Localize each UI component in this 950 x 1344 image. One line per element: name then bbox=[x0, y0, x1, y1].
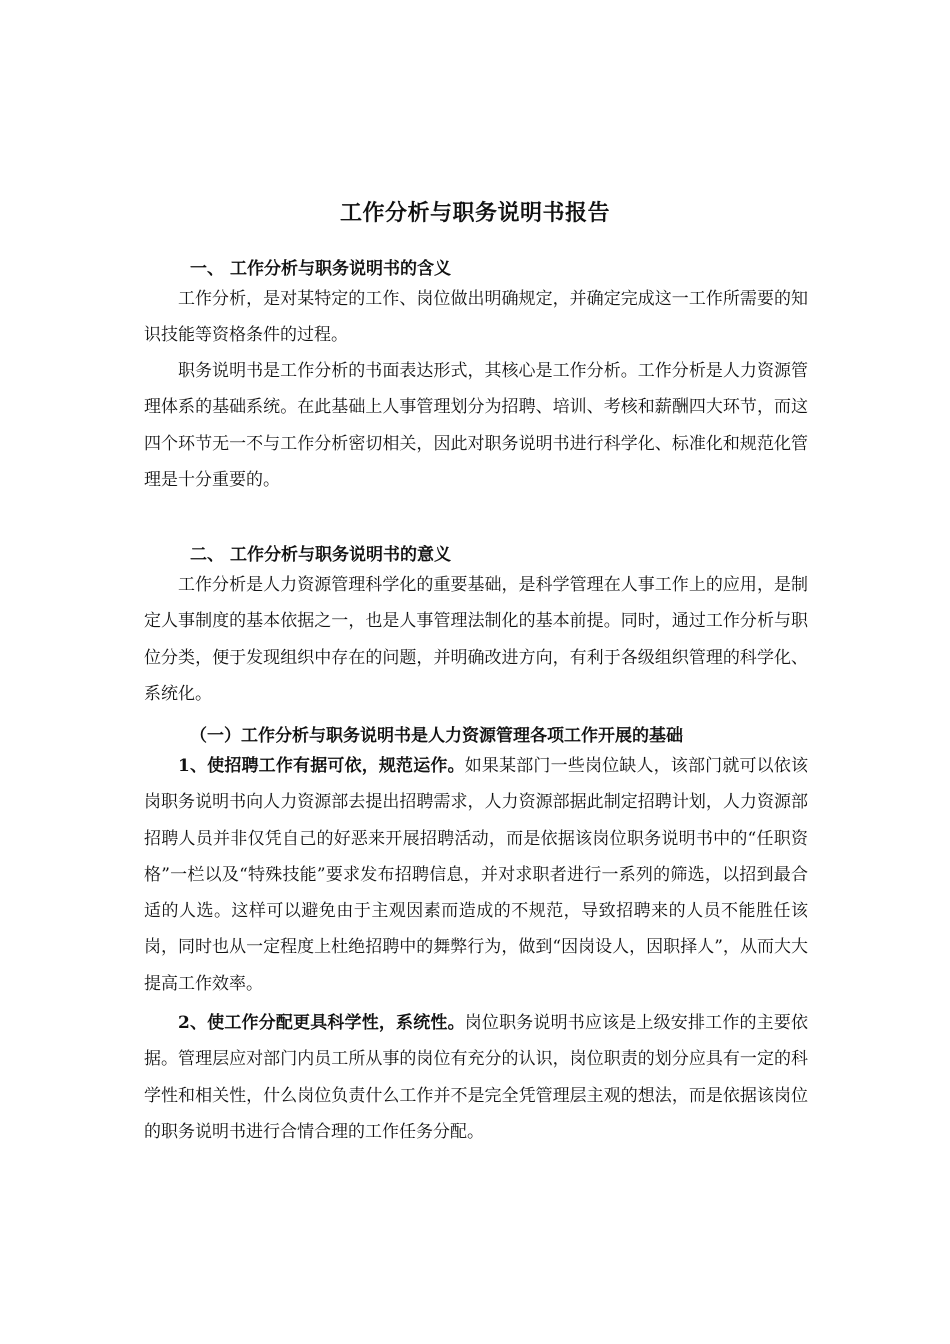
item-2-lead: 2、使工作分配更具科学性，系统性。 bbox=[178, 1013, 465, 1033]
section-2-paragraph-1: 工作分析是人力资源管理科学化的重要基础，是科学管理在人事工作上的应用，是制定人事制度的基本依据之一，也是人事管理法制化的基本前提。同时，通过工作分析与职位分类，便于发现组织中存在的问题，并明确改进方向，有利于各级组织管理的科学化、系统化。 bbox=[144, 575, 808, 704]
section-2-number: 二、 bbox=[190, 545, 224, 565]
section-1-number: 一、 bbox=[190, 259, 224, 279]
document-title: 工作分析与职务说明书报告 bbox=[339, 200, 610, 226]
section-1-heading bbox=[190, 254, 451, 279]
item-1-paragraph bbox=[144, 748, 808, 1002]
item-1-lead: 1、使招聘工作有据可依，规范运作。 bbox=[178, 756, 465, 776]
section-2-title: 工作分析与职务说明书的意义 bbox=[230, 545, 451, 565]
section-1-paragraph-1: 工作分析，是对某特定的工作、岗位做出明确规定，并确定完成这一工作所需要的知识技能等资格条件的过程。 bbox=[144, 289, 808, 346]
section-2-heading bbox=[190, 540, 451, 565]
section-1-title: 工作分析与职务说明书的含义 bbox=[230, 259, 451, 279]
subsection-heading: （一）工作分析与职务说明书是人力资源管理各项工作开展的基础 bbox=[190, 726, 683, 746]
item-2-text: 岗位职务说明书应该是上级安排工作的主要依据。管理层应对部门内员工所从事的岗位有充分的认识，岗位职责的划分应具有一定的科学性和相关性，什么岗位负责什么工作并不是完全凭管理层主观的想法，而是依据该岗位的职务说明书进行合情合理的工作任务分配。 bbox=[144, 1013, 809, 1142]
item-1-text: 如果某部门一些岗位缺人，该部门就可以依该岗职务说明书向人力资源部去提出招聘需求，人力资源部据此制定招聘计划，人力资源部招聘人员并非仅凭自己的好恶来开展招聘活动，而是依据该岗位职务说明书中的“任职资格”一栏以及“特殊技能”要求发布招聘信息，并对求职者进行一系列的筛选，以招到最合适的人选。这样可以避免由于主观因素而造成的不规范，导致招聘来的人员不能胜任该岗，同时也从一定程度上杜绝招聘中的舞弊行为，做到“因岗设人，因职择人”，从而大大提高工作效率。 bbox=[144, 756, 809, 994]
section-1-paragraph-2: 职务说明书是工作分析的书面表达形式，其核心是工作分析。工作分析是人力资源管理体系的基础系统。在此基础上人事管理划分为招聘、培训、考核和薪酬四大环节，而这四个环节无一不与工作分析密切相关，因此对职务说明书进行科学化、标准化和规范化管理是十分重要的。 bbox=[144, 361, 808, 490]
item-2-paragraph bbox=[144, 1005, 808, 1150]
